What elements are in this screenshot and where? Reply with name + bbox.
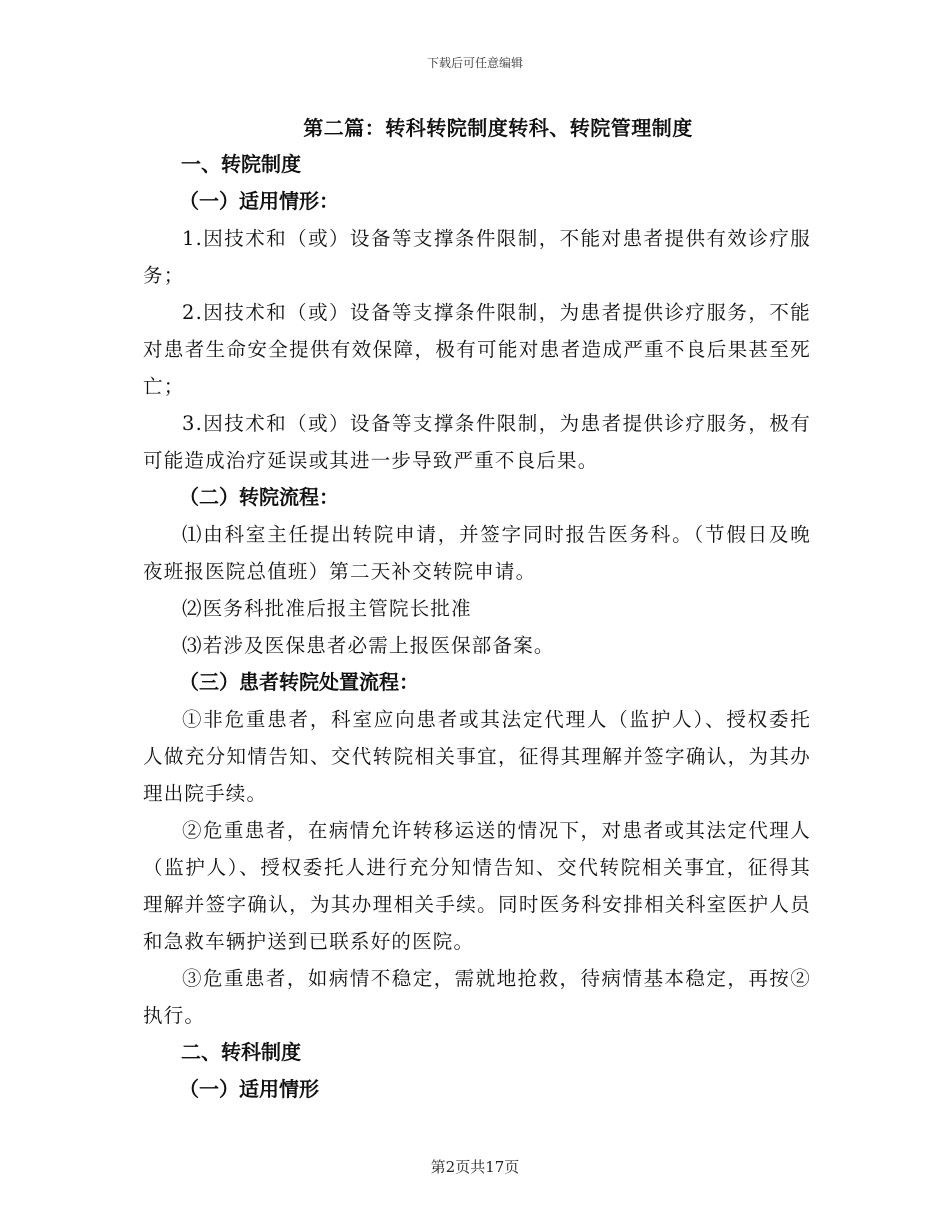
page-footer: 第2页共17页 <box>430 1158 520 1176</box>
subsection-heading-patient-handling: （三）患者转院处置流程： <box>179 670 419 694</box>
paragraph: 2.因技术和（或）设备等支撑条件限制，为患者提供诊疗服务，不能对患者生命安全提供有效保障，极有可能对患者造成严重不良后果甚至死亡； <box>143 301 811 398</box>
paragraph: 1.因技术和（或）设备等支撑条件限制，不能对患者提供有效诊疗服务； <box>143 227 811 287</box>
paragraph: ⑴由科室主任提出转院申请，并签字同时报告医务科。（节假日及晚夜班报医院总值班）第二天补交转院申请。 <box>143 523 811 583</box>
section-heading-transfer-department: 二、转科制度 <box>181 1040 301 1064</box>
document-title: 第二篇：转科转院制度转科、转院管理制度 <box>303 116 693 140</box>
section-heading-transfer-hospital: 一、转院制度 <box>181 152 301 176</box>
paragraph: ③危重患者，如病情不稳定，需就地抢救，待病情基本稳定，再按②执行。 <box>143 967 811 1027</box>
subsection-heading-transfer-process: （二）转院流程： <box>179 485 339 509</box>
subsection-heading-applicable-cases: （一）适用情形： <box>179 189 339 213</box>
document-body <box>143 146 811 1108</box>
paragraph: ②危重患者，在病情允许转移运送的情况下，对患者或其法定代理人（监护人）、授权委托人进行充分知情告知、交代转院相关事宜，征得其理解并签字确认，为其办理相关手续。同时医务科安排相关科室医护人员和急救车辆护送到已联系好的医院。 <box>143 819 811 953</box>
header-note: 下载后可任意编辑 <box>426 56 523 70</box>
paragraph: ⑶若涉及医保患者必需上报医保部备案。 <box>182 634 555 657</box>
paragraph: ①非危重患者，科室应向患者或其法定代理人（监护人）、授权委托人做充分知情告知、交代转院相关事宜，征得其理解并签字确认，为其办理出院手续。 <box>143 708 811 805</box>
paragraph: ⑵医务科批准后报主管院长批准 <box>182 597 472 620</box>
paragraph: 3.因技术和（或）设备等支撑条件限制，为患者提供诊疗服务，极有可能造成治疗延误或其进一步导致严重不良后果。 <box>143 412 811 472</box>
subsection-heading-applicable-cases-2: （一）适用情形 <box>179 1077 319 1101</box>
